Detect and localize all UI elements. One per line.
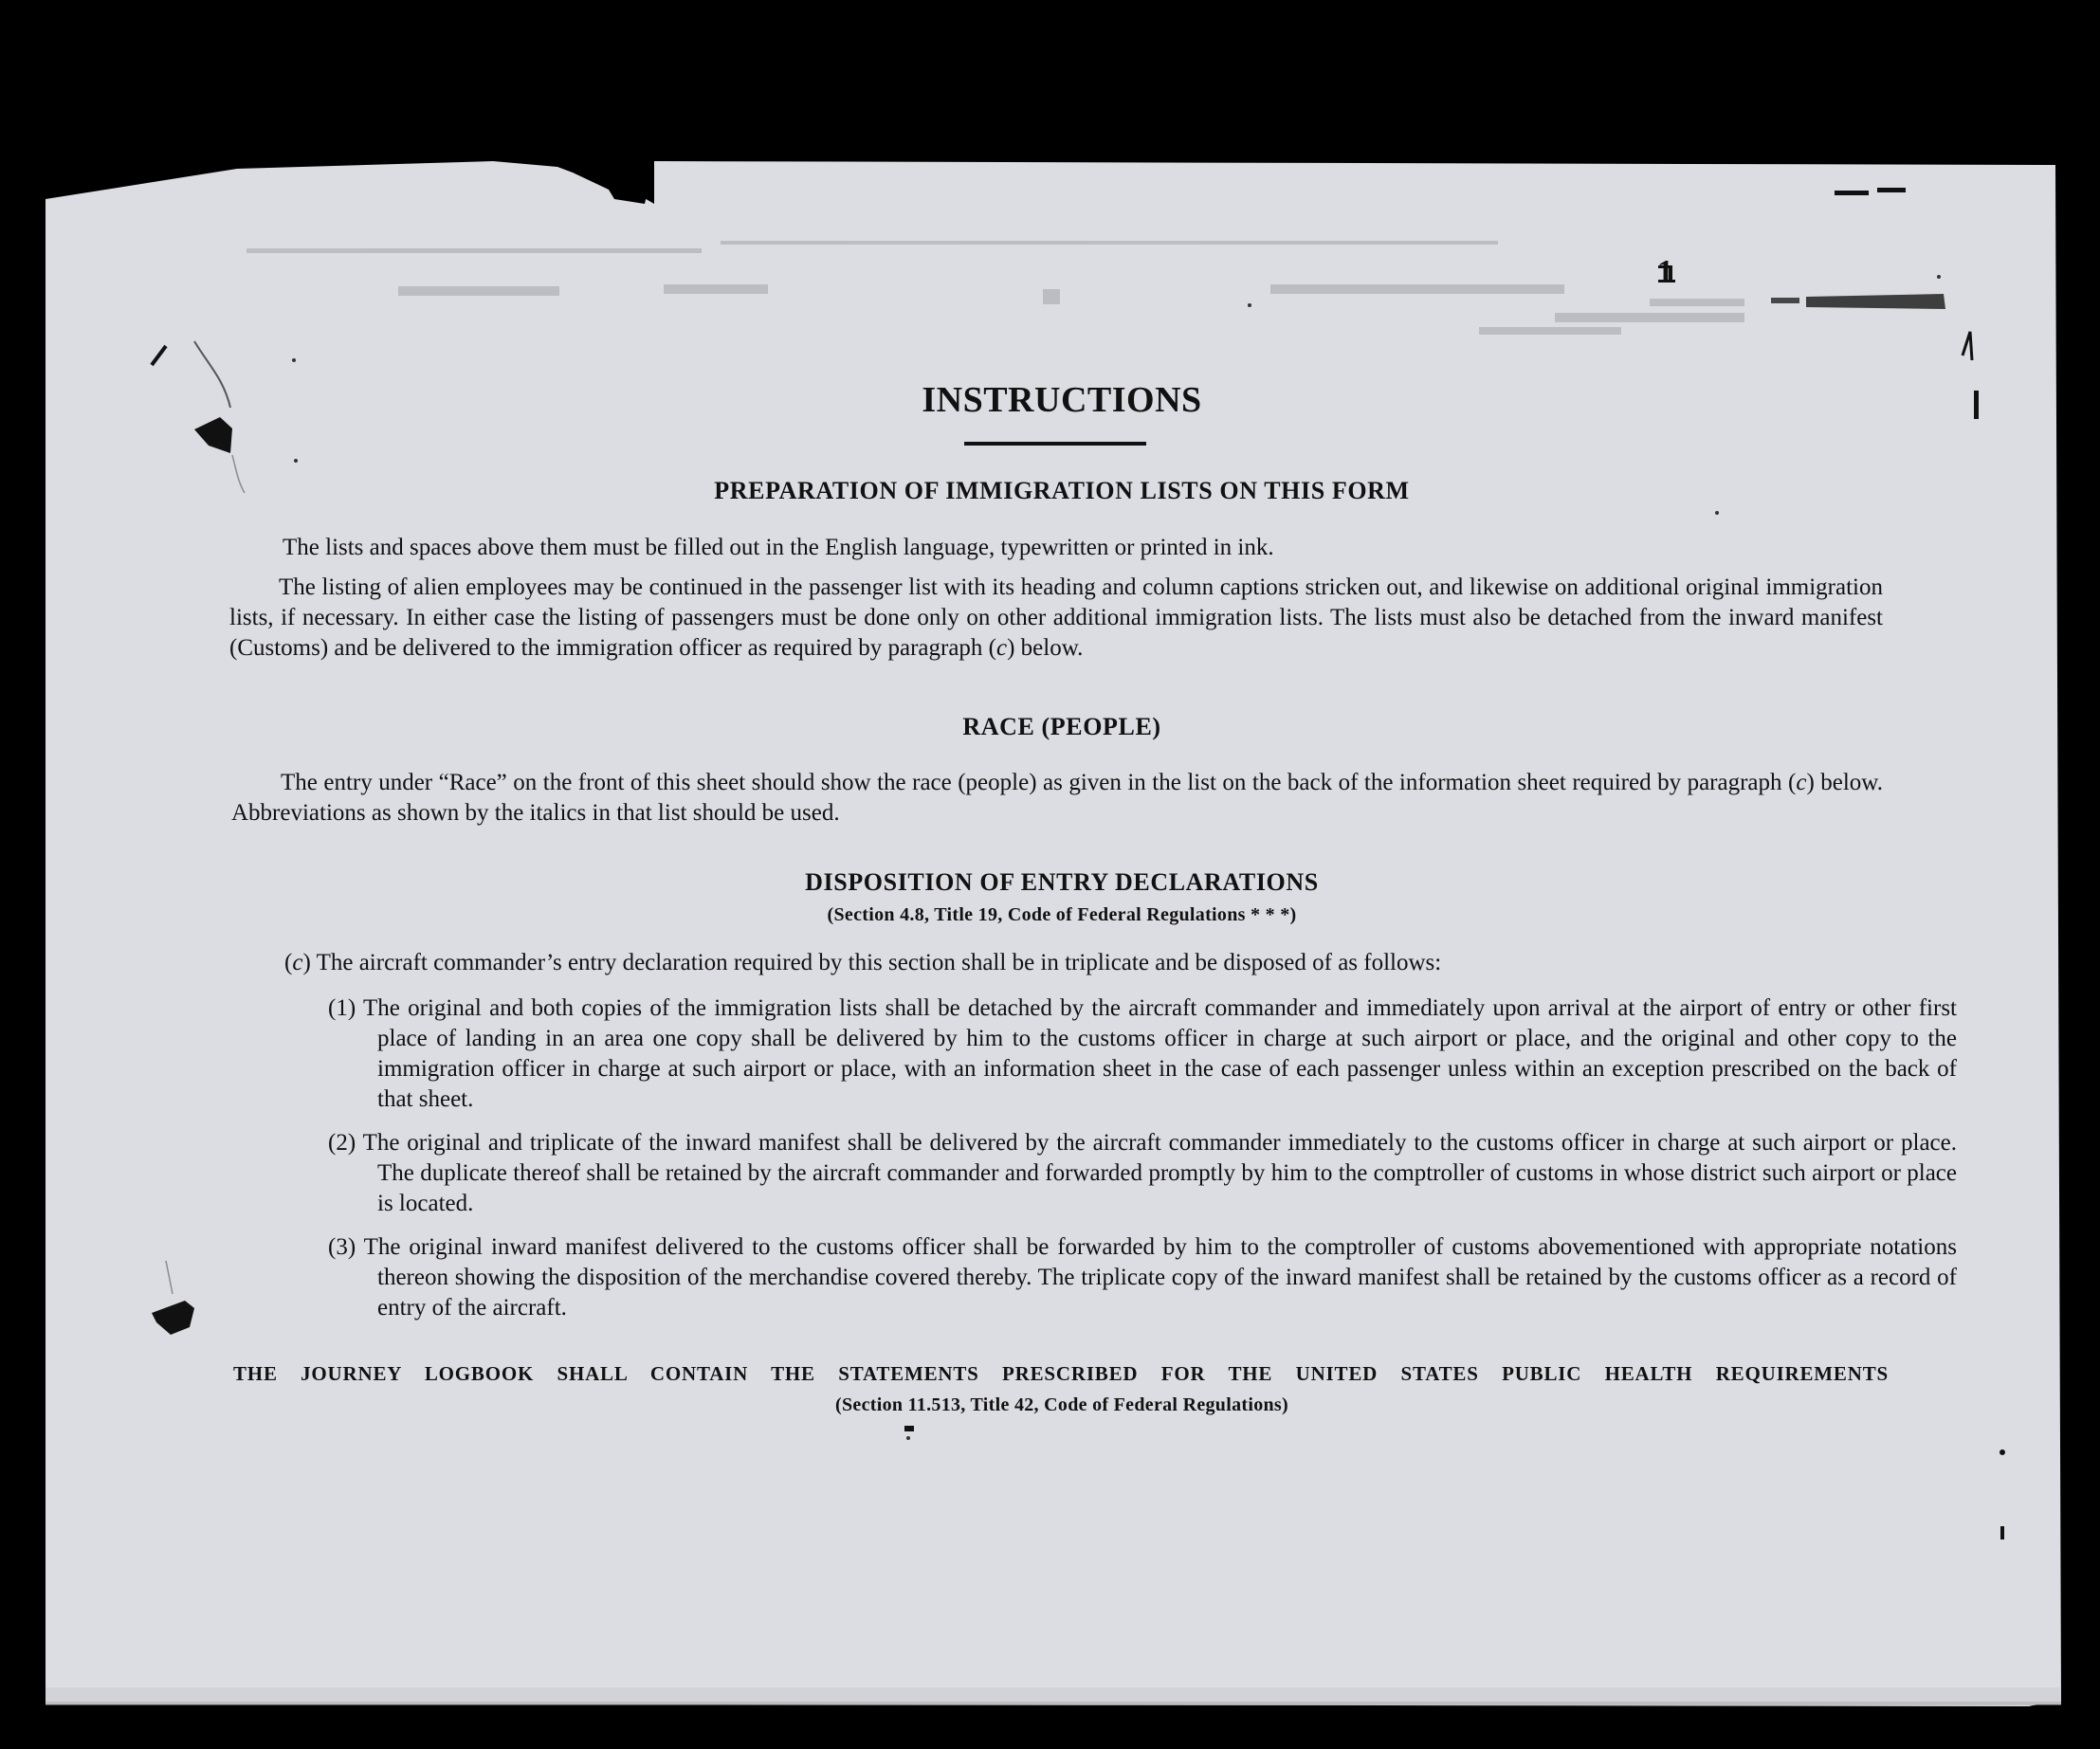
paragraph-text: ) below. Abbreviations as shown by the italics in that list should be used. [231, 770, 1883, 826]
list-item [307, 993, 1957, 1115]
section-heading-race: RACE (PEOPLE) [962, 713, 1161, 740]
section-heading-disposition: DISPOSITION OF ENTRY DECLARATIONS [805, 868, 1319, 896]
intro-label-close: ) [302, 950, 311, 975]
paragraph-text: ) below. [1007, 635, 1084, 661]
intro-text: The aircraft commander’s entry declaration required by this section shall be in triplicate and be disposed of as follows: [316, 950, 1442, 975]
preparation-paragraph-1: The lists and spaces above them must be filled out in the English language, typewritten or printed in ink. [283, 535, 1274, 560]
section-heading-preparation: PREPARATION OF IMMIGRATION LISTS ON THIS FORM [714, 477, 1410, 504]
preparation-paragraph-2 [229, 573, 1883, 664]
list-item-number: (2) [328, 1130, 356, 1156]
list-item-text: The original and both copies of the immigration lists shall be detached by the aircraft commander and immediately upon arrival at the airport of entry or other first place of landing in an area one copy shall be delivered by him to the customs officer in charge at such airport or place, and the original and other copy to the immigration officer in charge at such airport or place, with an information sheet in the case of each passenger unless within an exception prescribed on the back of that sheet. [362, 995, 1957, 1112]
disposition-citation: (Section 4.8, Title 19, Code of Federal Regulations * * *) [827, 904, 1297, 925]
list-item-text: The original inward manifest delivered to the customs officer shall be forwarded by him to the comptroller of customs abovementioned with appropriate notations thereon showing the disposition of the merchandise covered thereby. The triplicate copy of the inward manifest shall be retained by the customs officer as a record of entry of the aircraft. [363, 1234, 1957, 1321]
paragraph-label-italic: c [1796, 770, 1807, 795]
list-item-text: The original and triplicate of the inward manifest shall be delivered by the aircraft commander immediately to the customs officer in charge at such airport or place. The duplicate thereof shall be retained by the aircraft commander and forwarded promptly by him to the comptroller of customs in whose district such airport or place is located. [362, 1130, 1957, 1216]
list-item-number: (1) [328, 995, 356, 1021]
intro-label-italic: c [292, 950, 303, 975]
intro-label-open: ( [284, 950, 293, 975]
list-item [307, 1232, 1957, 1323]
disposition-intro [284, 948, 1887, 978]
paragraph-text: The listing of alien employees may be continued in the passenger list with its heading and column captions stricken out, and likewise on additional original immigration lists, if necessary. In either case the listing of passengers must be done only on other additional immigration lists. The lists must also be detached from the inward manifest (Customs) and be delivered to the immigration officer as required by paragraph ( [229, 574, 1883, 661]
page-title: INSTRUCTIONS [922, 380, 1202, 420]
paragraph-text: The entry under “Race” on the front of this sheet should show the race (people) as given in the list on the back of the information sheet required by paragraph ( [281, 770, 1797, 795]
list-item-number: (3) [328, 1234, 356, 1260]
race-paragraph [231, 768, 1883, 829]
list-item [307, 1128, 1957, 1219]
corner-mark: 1 [1657, 254, 1673, 289]
title-underline [964, 442, 1146, 446]
paragraph-label-italic: c [996, 635, 1008, 661]
footer-statement: THE JOURNEY LOGBOOK SHALL CONTAIN THE STATEMENTS PRESCRIBED FOR THE UNITED STATES PUBLIC HEALTH REQUIREMENTS [233, 1362, 1889, 1385]
footer-citation: (Section 11.513, Title 42, Code of Federal Regulations) [835, 1394, 1288, 1415]
